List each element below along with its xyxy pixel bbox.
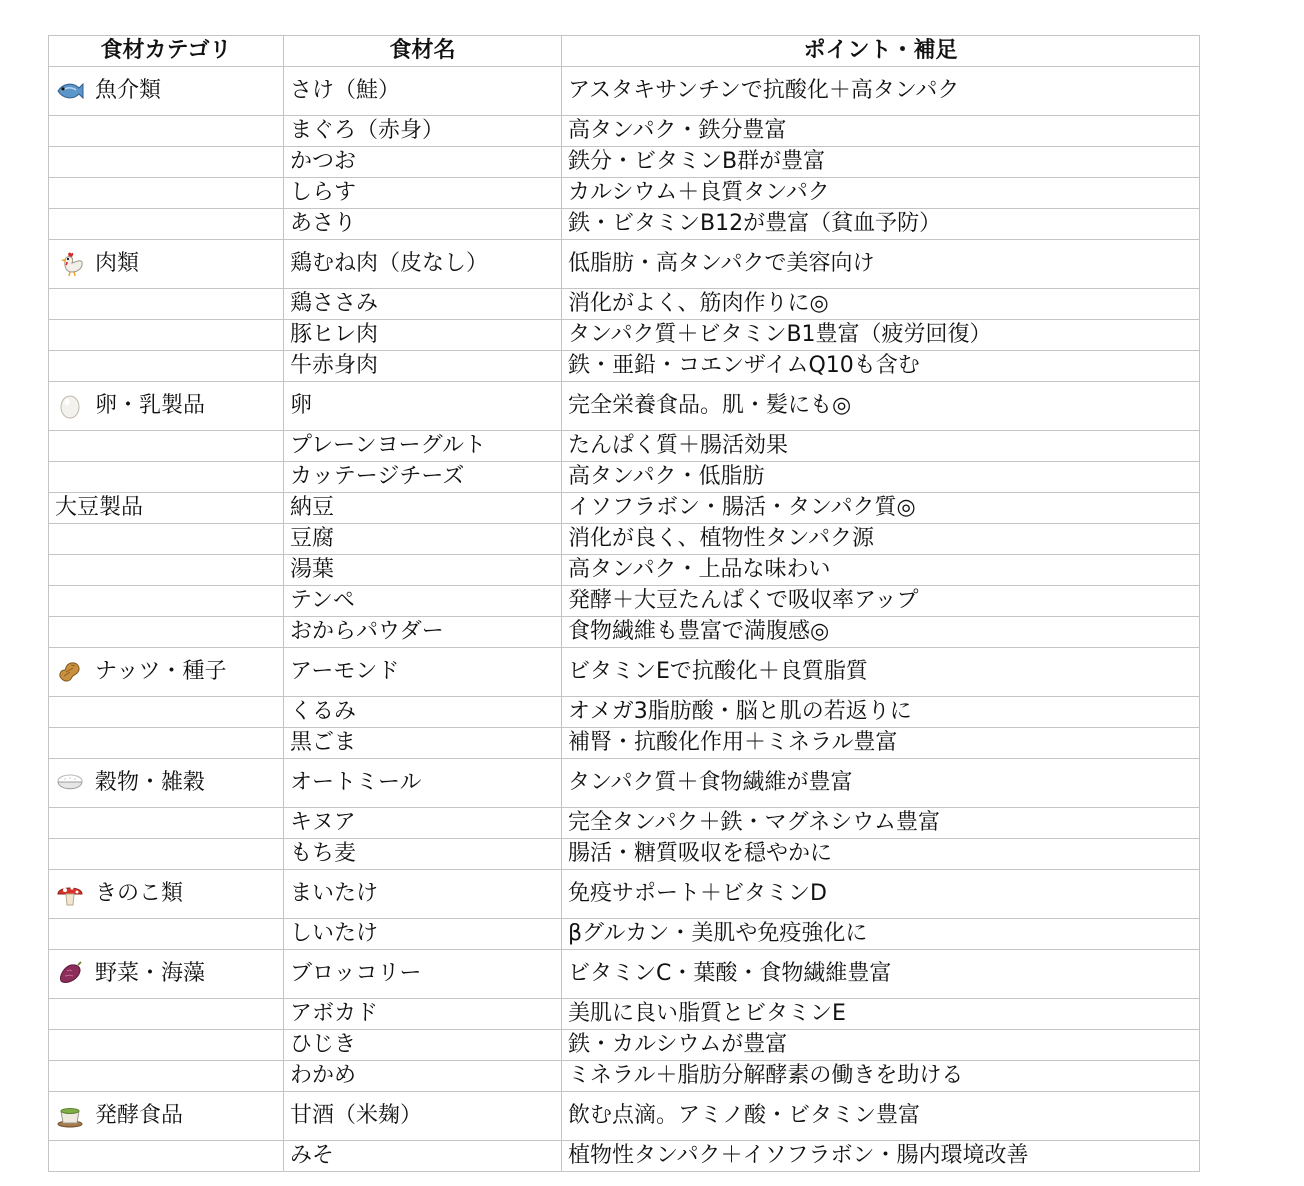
food-name-cell: アーモンド bbox=[284, 648, 562, 697]
table-row bbox=[49, 320, 1200, 351]
table-row bbox=[49, 1030, 1200, 1061]
category-cell bbox=[49, 728, 284, 759]
category-cell bbox=[49, 839, 284, 870]
note-cell: 植物性タンパク＋イソフラボン・腸内環境改善 bbox=[562, 1141, 1200, 1172]
mushroom-icon bbox=[55, 881, 85, 907]
category-label: 発酵食品 bbox=[95, 1103, 184, 1128]
table-row bbox=[49, 209, 1200, 240]
category-cell bbox=[49, 1061, 284, 1092]
category-cell bbox=[49, 147, 284, 178]
food-name-cell: ブロッコリー bbox=[284, 950, 562, 999]
category-cell bbox=[49, 617, 284, 648]
note-cell: 消化がよく、筋肉作りに◎ bbox=[562, 289, 1200, 320]
food-name-cell: オートミール bbox=[284, 759, 562, 808]
note-cell: イソフラボン・腸活・タンパク質◎ bbox=[562, 493, 1200, 524]
note-cell: ミネラル＋脂肪分解酵素の働きを助ける bbox=[562, 1061, 1200, 1092]
category-cell bbox=[49, 555, 284, 586]
table-row bbox=[49, 808, 1200, 839]
category-cell bbox=[49, 919, 284, 950]
egg-icon bbox=[55, 393, 85, 419]
note-cell: 発酵＋大豆たんぱくで吸収率アップ bbox=[562, 586, 1200, 617]
category-cell bbox=[49, 870, 284, 919]
food-name-cell: 甘酒（米麹） bbox=[284, 1092, 562, 1141]
category-label: 魚介類 bbox=[95, 78, 162, 103]
note-cell: タンパク質＋食物繊維が豊富 bbox=[562, 759, 1200, 808]
table-row bbox=[49, 431, 1200, 462]
food-name-cell: しらす bbox=[284, 178, 562, 209]
food-name-cell: しいたけ bbox=[284, 919, 562, 950]
category-cell bbox=[49, 209, 284, 240]
category-cell bbox=[49, 697, 284, 728]
header-food-name: 食材名 bbox=[284, 36, 562, 67]
food-name-cell: さけ（鮭） bbox=[284, 67, 562, 116]
note-cell: 鉄・亜鉛・コエンザイムQ10も含む bbox=[562, 351, 1200, 382]
category-cell bbox=[49, 431, 284, 462]
tea-cup-icon bbox=[55, 1103, 85, 1129]
note-cell: 高タンパク・鉄分豊富 bbox=[562, 116, 1200, 147]
header-category: 食材カテゴリ bbox=[49, 36, 284, 67]
category-cell bbox=[49, 808, 284, 839]
note-cell: カルシウム＋良質タンパク bbox=[562, 178, 1200, 209]
food-name-cell: あさり bbox=[284, 209, 562, 240]
food-name-cell: くるみ bbox=[284, 697, 562, 728]
food-name-cell: 豆腐 bbox=[284, 524, 562, 555]
table-body bbox=[49, 67, 1200, 1172]
food-name-cell: 豚ヒレ肉 bbox=[284, 320, 562, 351]
table-row bbox=[49, 178, 1200, 209]
food-name-cell: 鶏むね肉（皮なし） bbox=[284, 240, 562, 289]
peanut-icon bbox=[55, 659, 85, 685]
note-cell: 腸活・糖質吸収を穏やかに bbox=[562, 839, 1200, 870]
table-row bbox=[49, 147, 1200, 178]
food-name-cell: まぐろ（赤身） bbox=[284, 116, 562, 147]
note-cell: 美肌に良い脂質とビタミンE bbox=[562, 999, 1200, 1030]
header-row bbox=[49, 36, 1200, 67]
fish-icon bbox=[55, 78, 85, 104]
category-label: 穀物・雑穀 bbox=[95, 770, 206, 795]
table-row bbox=[49, 999, 1200, 1030]
food-name-cell: ひじき bbox=[284, 1030, 562, 1061]
note-cell: βグルカン・美肌や免疫強化に bbox=[562, 919, 1200, 950]
table-row bbox=[49, 839, 1200, 870]
table-row bbox=[49, 382, 1200, 431]
note-cell: 完全タンパク＋鉄・マグネシウム豊富 bbox=[562, 808, 1200, 839]
table-row bbox=[49, 759, 1200, 808]
note-cell: 鉄・カルシウムが豊富 bbox=[562, 1030, 1200, 1061]
category-cell bbox=[49, 116, 284, 147]
category-cell bbox=[49, 950, 284, 999]
table-row bbox=[49, 950, 1200, 999]
table-row bbox=[49, 586, 1200, 617]
rice-bowl-icon bbox=[55, 770, 85, 796]
table-row bbox=[49, 116, 1200, 147]
note-cell: オメガ3脂肪酸・脳と肌の若返りに bbox=[562, 697, 1200, 728]
category-cell bbox=[49, 320, 284, 351]
table-row bbox=[49, 289, 1200, 320]
category-cell bbox=[49, 759, 284, 808]
food-name-cell: おからパウダー bbox=[284, 617, 562, 648]
category-label: ナッツ・種子 bbox=[95, 659, 227, 684]
category-cell bbox=[49, 1030, 284, 1061]
food-name-cell: 納豆 bbox=[284, 493, 562, 524]
table-row bbox=[49, 648, 1200, 697]
note-cell: 免疫サポート＋ビタミンD bbox=[562, 870, 1200, 919]
category-cell bbox=[49, 586, 284, 617]
food-name-cell: かつお bbox=[284, 147, 562, 178]
table-row bbox=[49, 462, 1200, 493]
table-row bbox=[49, 240, 1200, 289]
category-cell bbox=[49, 493, 284, 524]
table-row bbox=[49, 1141, 1200, 1172]
category-cell bbox=[49, 289, 284, 320]
category-label: 野菜・海藻 bbox=[95, 961, 206, 986]
rooster-icon bbox=[55, 251, 85, 277]
food-name-cell: もち麦 bbox=[284, 839, 562, 870]
category-label: 肉類 bbox=[95, 251, 140, 276]
table-row bbox=[49, 697, 1200, 728]
category-label: 卵・乳製品 bbox=[95, 393, 206, 418]
food-name-cell: プレーンヨーグルト bbox=[284, 431, 562, 462]
category-cell bbox=[49, 240, 284, 289]
category-cell bbox=[49, 1092, 284, 1141]
table-row bbox=[49, 728, 1200, 759]
note-cell: たんぱく質＋腸活効果 bbox=[562, 431, 1200, 462]
table-row bbox=[49, 870, 1200, 919]
table-row bbox=[49, 351, 1200, 382]
table-row bbox=[49, 493, 1200, 524]
food-name-cell: わかめ bbox=[284, 1061, 562, 1092]
food-name-cell: カッテージチーズ bbox=[284, 462, 562, 493]
food-name-cell: まいたけ bbox=[284, 870, 562, 919]
table-row bbox=[49, 67, 1200, 116]
food-name-cell: 鶏ささみ bbox=[284, 289, 562, 320]
food-name-cell: アボカド bbox=[284, 999, 562, 1030]
note-cell: 鉄・ビタミンB12が豊富（貧血予防） bbox=[562, 209, 1200, 240]
category-cell bbox=[49, 382, 284, 431]
note-cell: ビタミンEで抗酸化＋良質脂質 bbox=[562, 648, 1200, 697]
food-name-cell: テンペ bbox=[284, 586, 562, 617]
note-cell: 飲む点滴。アミノ酸・ビタミン豊富 bbox=[562, 1092, 1200, 1141]
note-cell: 消化が良く、植物性タンパク源 bbox=[562, 524, 1200, 555]
note-cell: 高タンパク・上品な味わい bbox=[562, 555, 1200, 586]
food-name-cell: 黒ごま bbox=[284, 728, 562, 759]
category-cell bbox=[49, 648, 284, 697]
table-row bbox=[49, 919, 1200, 950]
note-cell: 低脂肪・高タンパクで美容向け bbox=[562, 240, 1200, 289]
food-table bbox=[48, 35, 1200, 1172]
table-row bbox=[49, 524, 1200, 555]
category-cell bbox=[49, 462, 284, 493]
table-row bbox=[49, 1061, 1200, 1092]
category-cell bbox=[49, 67, 284, 116]
category-cell bbox=[49, 999, 284, 1030]
food-name-cell: 卵 bbox=[284, 382, 562, 431]
note-cell: 鉄分・ビタミンB群が豊富 bbox=[562, 147, 1200, 178]
category-cell bbox=[49, 178, 284, 209]
category-label: 大豆製品 bbox=[55, 495, 144, 520]
food-name-cell: 湯葉 bbox=[284, 555, 562, 586]
category-cell bbox=[49, 351, 284, 382]
category-label: きのこ類 bbox=[95, 881, 184, 906]
food-name-cell: キヌア bbox=[284, 808, 562, 839]
note-cell: アスタキサンチンで抗酸化＋高タンパク bbox=[562, 67, 1200, 116]
table-row bbox=[49, 1092, 1200, 1141]
note-cell: 食物繊維も豊富で満腹感◎ bbox=[562, 617, 1200, 648]
food-name-cell: みそ bbox=[284, 1141, 562, 1172]
category-cell bbox=[49, 1141, 284, 1172]
note-cell: 高タンパク・低脂肪 bbox=[562, 462, 1200, 493]
category-cell bbox=[49, 524, 284, 555]
note-cell: タンパク質＋ビタミンB1豊富（疲労回復） bbox=[562, 320, 1200, 351]
note-cell: ビタミンC・葉酸・食物繊維豊富 bbox=[562, 950, 1200, 999]
table-row bbox=[49, 555, 1200, 586]
table-row bbox=[49, 617, 1200, 648]
sweet-potato-icon bbox=[55, 961, 85, 987]
note-cell: 補腎・抗酸化作用＋ミネラル豊富 bbox=[562, 728, 1200, 759]
note-cell: 完全栄養食品。肌・髪にも◎ bbox=[562, 382, 1200, 431]
food-name-cell: 牛赤身肉 bbox=[284, 351, 562, 382]
header-notes: ポイント・補足 bbox=[562, 36, 1200, 67]
